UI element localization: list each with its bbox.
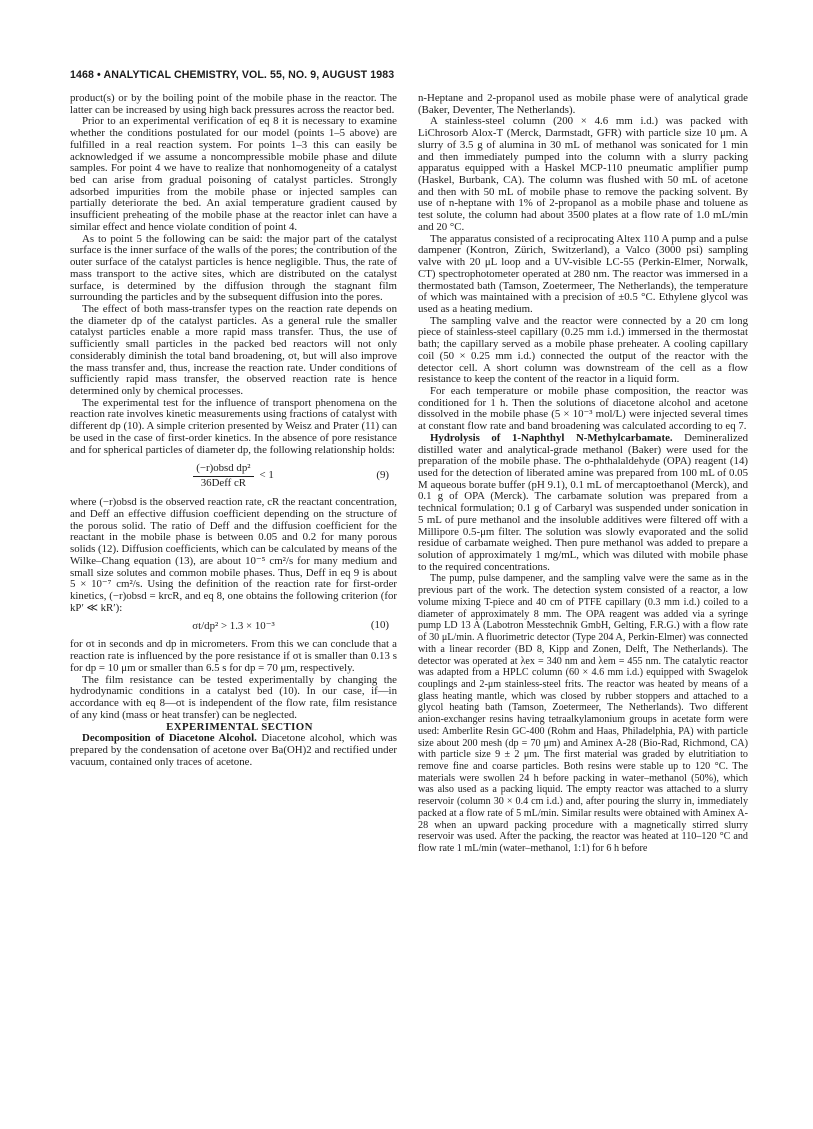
running-header: 1468 • ANALYTICAL CHEMISTRY, VOL. 55, NO. 9, AUGUST 1983 [70,69,395,81]
fraction-denominator: 36Deff cR [200,476,247,489]
equation-expression: σt/dp² > 1.3 × 10⁻³ [192,619,275,632]
paragraph-text: Diacetone alcohol, which was prepared by the condensation of acetone over Ba(OH)2 and rectified under vacuum, contained only traces of acetone. [70,732,397,768]
paragraph: The effect of both mass-transfer types on the reaction rate depends on the diameter dp of the catalyst particles. As a general rule the smaller catalyst particles enable a more rapid mass transfer. Thus, the use of sufficiently small particles in the packed bed reactors will not only considerably diminish the total band broadening, σt, but will also improve the mass transfer and, thus, increase the reaction rate. Under conditions of sufficiently rapid mass transfer, the observed reaction rate is hence determined only by chemical processes. [70,302,397,397]
equation-number: (10) [370,619,389,632]
section-heading: EXPERIMENTAL SECTION [166,720,313,733]
paragraph: The film resistance can be tested experimentally by changing the hydrodynamic conditions in a catalyst bed (10). In our case, if—in accordance with eq 8—σt is independent of the flow rate, film resistance of any kind (mass or heat transfer) can be neglected. [70,673,397,721]
fraction-numerator: (−r)obsd dp² [193,463,253,477]
equation-fraction [193,463,253,489]
paragraph [418,433,748,574]
equation-relation: < 1 [259,469,274,482]
subsection-heading: Hydrolysis of 1-Naphthyl N-Methylcarbamate. [430,431,673,444]
paragraph: product(s) or by the boiling point of the mobile phase in the reactor. The latter can be increased by using high back pressures across the reactor bed. [70,92,397,116]
paragraph: The experimental test for the influence of transport phenomena on the reaction rate involves kinetic measurements using fractions of catalyst with different dp (10). A simple criterion presented by Weisz and Prater (11) can be used in the case of first-order kinetics. In the absence of pore resistance and for spherical particles of diameter dp, the following relationship holds: [70,396,397,456]
paragraph: The sampling valve and the reactor were connected by a 20 cm long piece of stainless-steel capillary (0.25 mm i.d.) immersed in the thermostat bath; the capillary served as a mobile phase preheater. A cooling capillary coil (50 × 0.25 mm i.d.) connected the output of the reactor with the detector cell. A short column was downstream of the cell as a flow resistance to keep the content of the reactor in a liquid form. [418,314,748,386]
paragraph: The pump, pulse dampener, and the sampling valve were the same as in the previous part of the work. The detection system consisted of a reactor, a low volume mixing T-piece and 40 cm of PTFE capillary (0.3 mm i.d.) coiled to a diameter of approximately 8 mm. The OPA reagent was added via a syringe pump LD 13 A (Labotron Messtechnik GmbH, Gelting, F.R.G.) with a flow rate of 30 μL/min. A fluorimetric detector (Type 204 A, Perkin-Elmer) was connected with a linear recorder (BD 8, Kipp and Zonen, Delft, The Netherlands). The detector was operated at λex = 340 nm and λem = 455 nm. The catalytic reactor was adapted from a HPLC column (60 × 4.6 mm i.d.) equipped with Swagelok couplings and 2-μm stainless-steel frits. The reactor was heated by means of a glass heating mantle, which was closed by rubber stoppers and attached to a glycol heating bath (Tamson, Zoetermeer, The Netherlands). Two different anion-exchanger resins having tetraalkylamonium groups in acetate form were used: Amberlite Resin GC-400 (Rohm and Haas, Philadelphia, PA) with particle size about 200 mesh (dp = 70 μm) and Aminex A-28 (Bio-Rad, Richmond, CA) with particle size 9 ± 2 μm. The first material was graded by elutritiation to remove fine and coarse particles. Both resins were stable up to 120 °C. The materials were swollen 24 h before packing in water–methanol (50%), which was also used as a packing liquid. The empty reactor was attached to a slurry reservoir (column 30 × 0.4 cm i.d.) and, after pouring the slurry in, immediately packed at a flow rate of 5 mL/min. Similar results were obtained with Aminex A-28 when an upward packing procedure with a magnetically stirred slurry reservoir was used. After the packing, the reactor was heated at 110–120 °C and flow rate 1 mL/min (water–methanol, 1:1) for 6 h before [418,573,748,854]
paragraph [70,733,397,768]
left-column [70,93,397,768]
equation-10 [70,617,397,635]
paragraph: Prior to an experimental verification of eq 8 it is necessary to examine whether the conditions postulated for our model (points 1–5 above) are fulfilled in a real reaction system. For points 1–3 this can easily be acknowledged if we assume a noncompressible mobile phase and dilute samples. For point 4 we have to realize that nonhomogeneity of a catalyst bed can arise from gradual poisoning of catalyst particles. Strongly adsorbed impurities from the mobile phase or injected samples can partially deteriorate the bed. An axial temperature gradient caused by insufficient preheating of the mobile phase at the reactor inlet can have a similar effect and hence violate condition of point 4. [70,115,397,233]
paragraph: For each temperature or mobile phase composition, the reactor was conditioned for 1 h. Then the solutions of diacetone alcohol and acetone dissolved in the mobile phase (5 × 10⁻³ mol/L) were injected several times at constant flow rate and band broadening was calculated according to eq 7. [418,384,748,433]
paragraph-text: Demineralized distilled water and analytical-grade methanol (Baker) were used for the preparation of the mobile phase. The o-phthalaldehyde (OPA) reagent (14) used for the detection of liberated amine was prepared from 100 mL of 0.05 M aqueous borate buffer (pH 9.1), 0.1 mL of mercaptoethanol (Merck), and 0.1 g of OPA (Merck). The carbamate solution was prepared from a technical formulation; 0.1 g of Carbaryl was suspended under sonication in 5 mL of pure methanol and the insoluble additives were filtered off with a Millipore 0.5-μm filter. The solution was slowly evaporated and the solid residue of carbamate weighed. Then pure methanol was added to prepare a solution of approximately 1 mg/mL, which was diluted with mobile phase to the required concentrations. [418,431,748,573]
equation-9 [70,459,397,493]
paragraph: The apparatus consisted of a reciprocating Altex 110 A pump and a pulse dampener (Kontron, Zürich, Switzerland), a Valco (3000 psi) sampling valve with 20 μL loop and a UV-visible LC-55 (Perkin-Elmer, Norwalk, CT) spectrophotometer operated at 280 nm. The reactor was immersed in a thermostated bath (Tamson, Zoetermeer, The Netherlands), the temperature of which was maintained with a precision of ±0.5 °C. Ethylene glycol was used as a heating medium. [418,232,748,315]
paragraph: A stainless-steel column (200 × 4.6 mm i.d.) was packed with LiChrosorb Alox-T (Merck, Darmstadt, GFR) with particle size 10 μm. A slurry of 3.5 g of alumina in 30 mL of methanol was sonicated for 1 min and then immediately pumped into the column with a slurry packing apparatus equipped with a Haskel MCP-110 pneumatic amplifier pump (Haskel, Burbank, CA). The column was flushed with 50 mL of acetone and then with 50 mL of mobile phase to remove the packing solvent. By use of n-heptane with 1% of 2-propanol as a mobile phase and toluene as test solute, the column had about 3500 plates at a flow rate of 1.0 mL/min and 20 °C. [418,115,748,233]
paragraph: for σt in seconds and dp in micrometers. From this we can conclude that a reaction rate is influenced by the pore resistance if σt is smaller than 0.13 s for dp = 10 μm or smaller than 6.5 s for dp = 70 μm, respectively. [70,638,397,674]
paragraph: As to point 5 the following can be said: the major part of the catalyst surface is the inner surface of the walls of the pores; the contribution of the outer surface of the catalyst particles is hence negligible. Thus, the rate of mass transport to the active sites, which are distributed on the catalyst surface, is determined by the diffusion through the stagnant film surrounding the particles and by the subsequent diffusion into the pores. [70,232,397,304]
equation-number: (9) [376,469,389,482]
right-column [418,93,748,855]
paragraph: n-Heptane and 2-propanol used as mobile phase were of analytical grade (Baker, Deventer, The Netherlands). [418,92,748,116]
paragraph: where (−r)obsd is the observed reaction rate, cR the reactant concentration, and Deff an effective diffusion coefficient depending on the structure of the porous solid. The ratio of Deff and the diffusion coefficient for the reactant in the mobile phase is between 0.05 and 0.2 for many porous solids (12). Diffusion coefficients, which can be calculated by means of the Wilke–Chang equation (13), are about 10⁻⁵ cm²/s for many medium and small size solutes and common mobile phases. Thus, Deff in eq 9 is about 5 × 10⁻⁷ cm²/s. Using the definition of the reaction rate for first-order kinetics, (−r)obsd = krcR, and eq 8, one obtains the following criterion (for kP′ ≪ kR′): [70,496,397,614]
subsection-heading: Decomposition of Diacetone Alcohol. [82,732,257,745]
